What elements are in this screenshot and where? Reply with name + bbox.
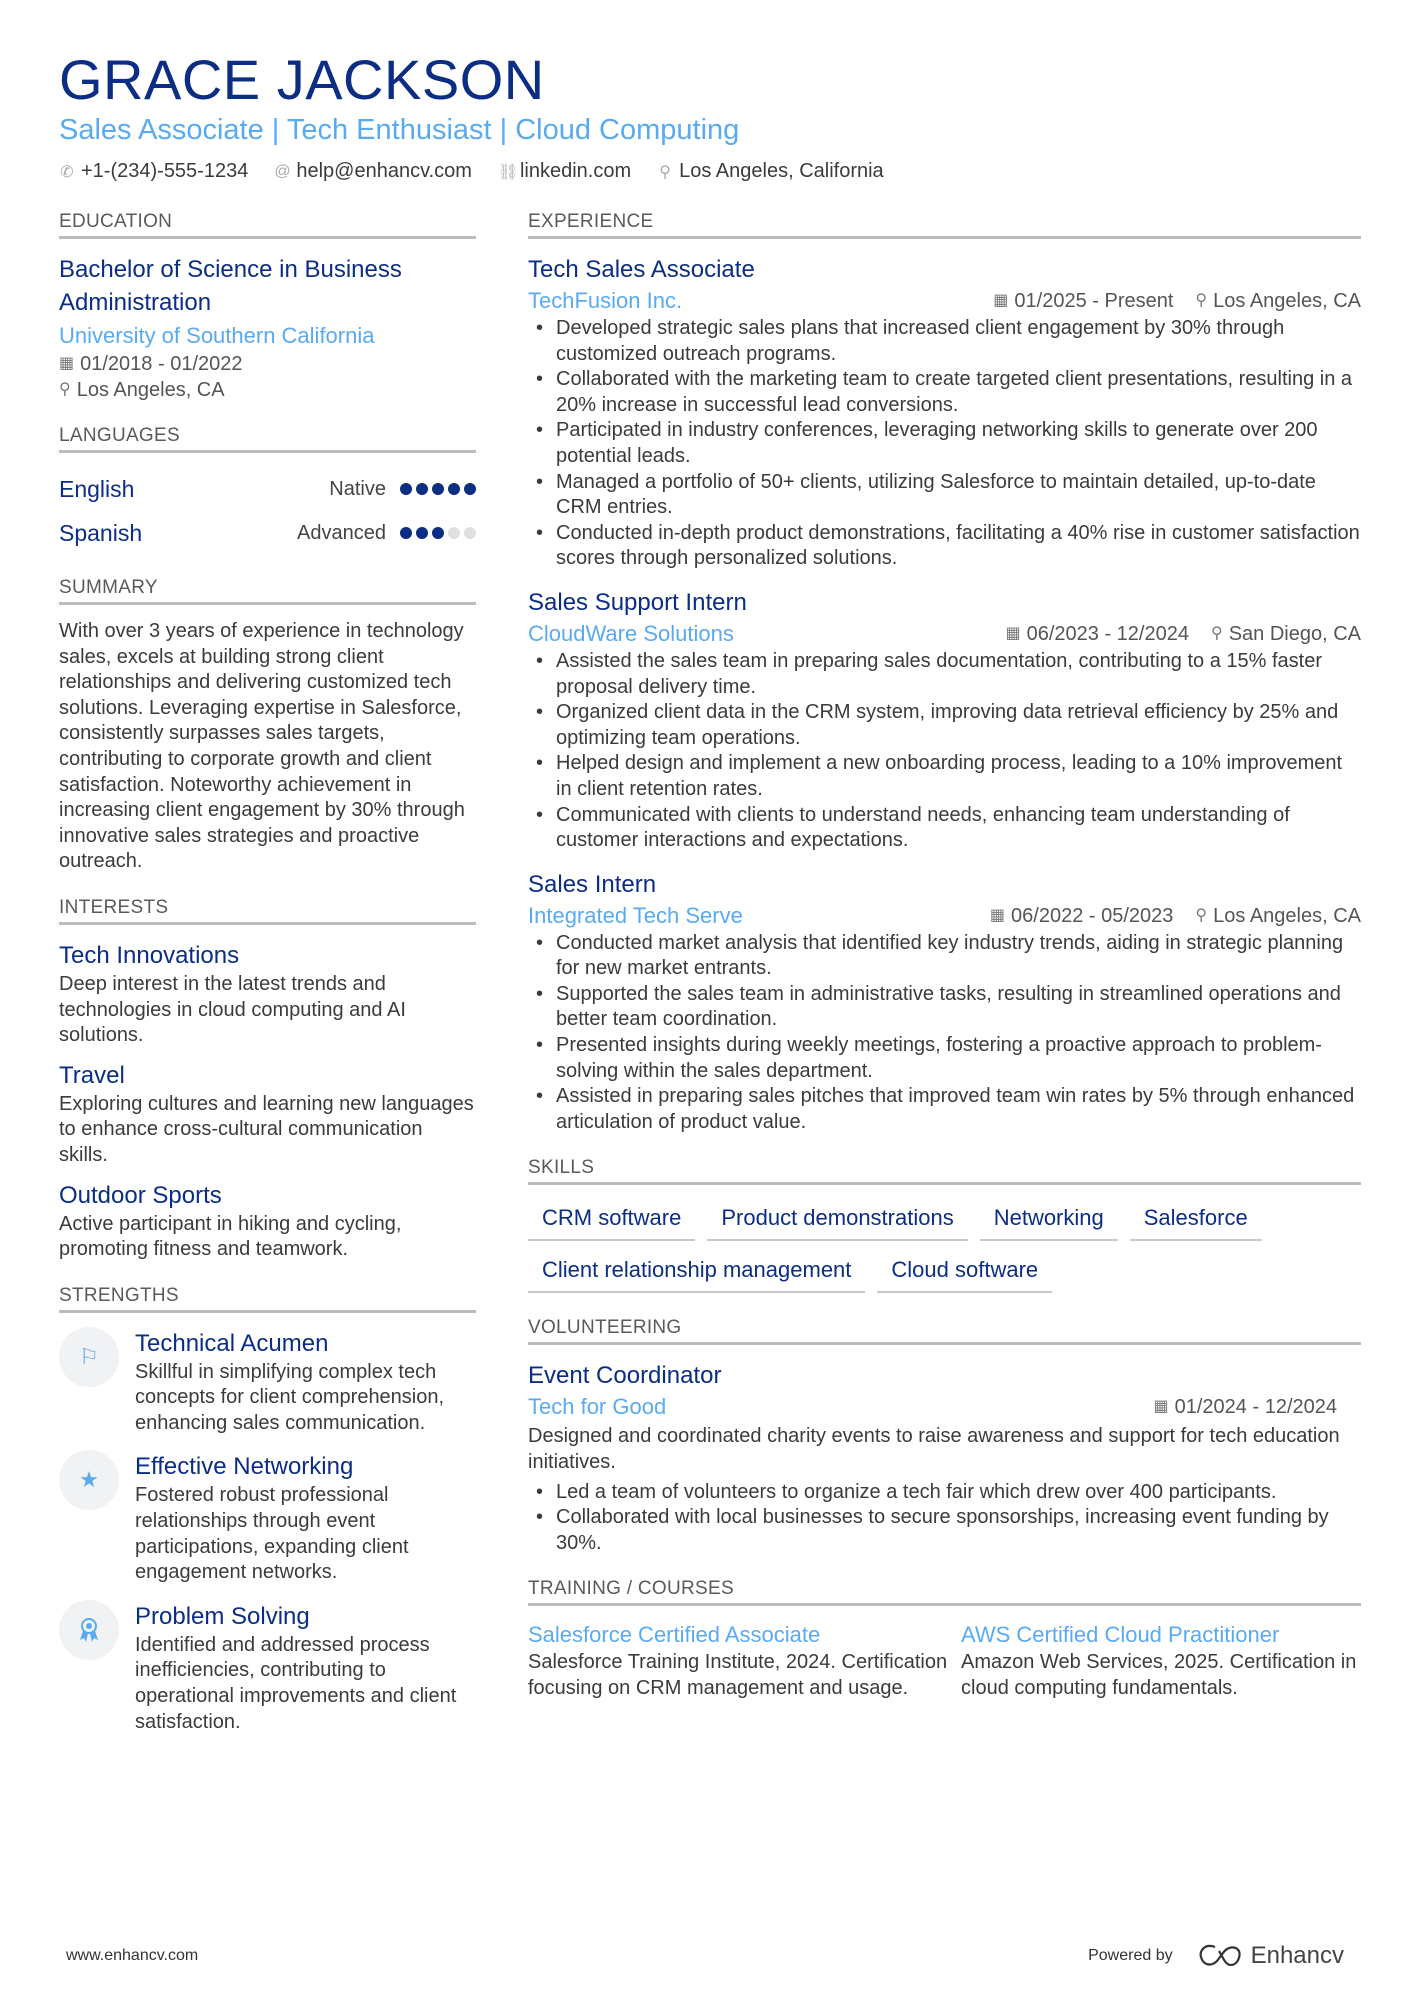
job-location: San Diego, CA: [1228, 622, 1361, 645]
link-icon: ⛓: [497, 163, 519, 181]
skill-tag: Product demonstrations: [707, 1199, 967, 1241]
course-list: [528, 1620, 1361, 1701]
star-icon: ★: [59, 1450, 119, 1510]
education-location-text: Los Angeles, CA: [76, 379, 225, 401]
volunteer-dates: 01/2024 - 12/2024: [1174, 1396, 1337, 1419]
strengths-section: [59, 1285, 476, 1736]
interest-title: Travel: [59, 1061, 125, 1089]
job-location: Los Angeles, CA: [1213, 290, 1361, 312]
bullet: • Supported the sales team in administrative tasks, resulting in streamlined operations and better team coordination.: [528, 982, 1361, 1033]
rating-dot-filled: [432, 527, 444, 539]
language-rating-dots: [400, 527, 476, 539]
calendar-icon: ▦: [989, 906, 1006, 924]
calendar-icon: ▦: [1005, 624, 1021, 642]
location-pin-icon: ⚲: [1195, 292, 1208, 309]
interests-section: [59, 897, 476, 1263]
powered-by: [1088, 1942, 1344, 1970]
course-title: Salesforce Certified Associate: [528, 1622, 821, 1648]
strength-item: [59, 1600, 476, 1735]
strength-title: Technical Acumen: [135, 1329, 329, 1357]
experience-section: [528, 211, 1361, 1135]
volunteering-section: [528, 1317, 1361, 1556]
contact-bar: [59, 160, 1361, 183]
volunteer-role: Event Coordinator: [528, 1362, 722, 1390]
skill-tag: Client relationship management: [528, 1251, 865, 1293]
job-bullets: [528, 316, 1361, 572]
rating-dot-filled: [416, 483, 428, 495]
contact-phone[interactable]: [59, 160, 248, 183]
language-row: [59, 511, 476, 555]
job-bullets: [528, 931, 1361, 1136]
language-level: Advanced: [297, 521, 386, 544]
skills-list: [528, 1199, 1361, 1293]
bullet: • Assisted the sales team in preparing sales documentation, contributing to a 15% faster proposal delivery time.: [528, 649, 1361, 700]
rating-dot-filled: [448, 483, 460, 495]
education-dates-text: 01/2018 - 01/2022: [80, 353, 243, 375]
right-column: [528, 211, 1361, 1757]
job-entry: [528, 586, 1361, 854]
phone-icon: ✆: [60, 163, 74, 181]
bullet: • Helped design and implement a new onboarding process, leading to a 10% improvement in client retention rates.: [528, 751, 1361, 802]
rating-dot-empty: [448, 527, 460, 539]
calendar-icon: ▦: [59, 355, 75, 372]
volunteering-heading: VOLUNTEERING: [528, 1317, 1361, 1345]
languages-section: [59, 425, 476, 555]
contact-linkedin[interactable]: [498, 160, 631, 183]
location-pin-icon: ⚲: [1210, 624, 1223, 642]
bullet: • Collaborated with the marketing team to create targeted client presentations, resulting in a 20% increase in successful lead conversions.: [528, 367, 1361, 418]
language-row: [59, 467, 476, 511]
strength-text: Fostered robust professional relationships through event participations, expanding client engagement networks.: [135, 1484, 409, 1584]
training-heading: TRAINING / COURSES: [528, 1578, 1361, 1606]
bullet: • Assisted in preparing sales pitches that improved team win rates by 5% through enhanced articulation of product value.: [528, 1084, 1361, 1135]
location-pin-icon: ⚲: [1195, 906, 1208, 924]
interest-item: [59, 1059, 476, 1169]
job-entry: [528, 253, 1361, 572]
skills-section: [528, 1157, 1361, 1293]
language-name: English: [59, 475, 135, 502]
job-dates: 06/2022 - 05/2023: [1011, 904, 1174, 927]
language-level: Native: [329, 477, 386, 500]
job-company: TechFusion Inc.: [528, 288, 683, 313]
rating-dot-filled: [400, 527, 412, 539]
strength-text: Skillful in simplifying complex tech concepts for client comprehension, enhancing sales communication.: [135, 1360, 445, 1434]
resume-page: [59, 48, 1361, 1757]
languages-heading: LANGUAGES: [59, 425, 476, 453]
enhancv-logo-icon: [1197, 1943, 1243, 1969]
interest-text: Exploring cultures and learning new languages to enhance cross-cultural communication skills.: [59, 1092, 474, 1166]
enhancv-logo[interactable]: [1197, 1942, 1344, 1970]
language-name: Spanish: [59, 519, 143, 546]
skill-tag: Cloud software: [877, 1251, 1052, 1293]
bullet: • Organized client data in the CRM system, improving data retrieval efficiency by 25% and optimizing team operations.: [528, 700, 1361, 751]
candidate-name: GRACE JACKSON: [59, 48, 545, 111]
job-bullets: [528, 649, 1361, 854]
strengths-heading: STRENGTHS: [59, 1285, 476, 1313]
summary-text: With over 3 years of experience in technology sales, excels at building strong client relationships and delivering customized tech solutions. Leveraging expertise in Salesforce, consistently surpasses sales targets, contributing to corporate growth and client satisfaction. Noteworthy achievement in increasing client engagement by 30% through innovative sales strategies and proactive outreach.: [59, 620, 465, 873]
at-icon: @: [274, 162, 291, 180]
interest-title: Tech Innovations: [59, 941, 240, 969]
summary-heading: SUMMARY: [59, 577, 476, 605]
location-text: Los Angeles, California: [679, 160, 884, 182]
course-text: Amazon Web Services, 2025. Certification in cloud computing fundamentals.: [961, 1651, 1357, 1699]
bullet: • Collaborated with local businesses to secure sponsorships, increasing event funding by 30%.: [528, 1505, 1361, 1556]
rating-dot-filled: [432, 483, 444, 495]
course-title: AWS Certified Cloud Practitioner: [961, 1622, 1280, 1648]
job-location: Los Angeles, CA: [1213, 904, 1361, 927]
strength-title: Effective Networking: [135, 1453, 354, 1481]
skill-tag: CRM software: [528, 1199, 695, 1241]
contact-location: [657, 160, 884, 183]
rating-dot-empty: [464, 527, 476, 539]
course-text: Salesforce Training Institute, 2024. Certification focusing on CRM management and usage.: [528, 1651, 948, 1699]
bullet: • Led a team of volunteers to organize a tech fair which drew over 400 participants.: [528, 1480, 1361, 1506]
experience-heading: EXPERIENCE: [528, 211, 1361, 239]
interest-text: Deep interest in the latest trends and technologies in cloud computing and AI solutions.: [59, 972, 406, 1047]
calendar-icon: ▦: [993, 292, 1009, 309]
rating-dot-filled: [416, 527, 428, 539]
job-role: Tech Sales Associate: [528, 256, 755, 283]
job-company: Integrated Tech Serve: [528, 902, 743, 928]
language-rating-dots: [400, 483, 476, 495]
interest-item: [59, 939, 476, 1049]
rating-dot-filled: [464, 483, 476, 495]
strength-title: Problem Solving: [135, 1602, 310, 1630]
contact-email[interactable]: [274, 160, 472, 183]
interest-text: Active participant in hiking and cycling, promoting fitness and teamwork.: [59, 1212, 402, 1261]
bullet: • Presented insights during weekly meetings, fostering a proactive approach to problem-solving within the sales department.: [528, 1033, 1361, 1084]
skills-heading: SKILLS: [528, 1157, 1361, 1185]
job-role: Sales Support Intern: [528, 588, 747, 616]
strength-item: [59, 1327, 476, 1437]
education-location: [59, 377, 476, 403]
degree: Bachelor of Science in Business Administration: [59, 256, 402, 316]
bullet: • Conducted market analysis that identified key industry trends, aiding in strategic planning for new market entrants.: [528, 931, 1361, 982]
bullet: • Developed strategic sales plans that increased client engagement by 30% through customized outreach programs.: [528, 316, 1361, 367]
job-dates: 06/2023 - 12/2024: [1026, 622, 1189, 645]
bullet: • Participated in industry conferences, leveraging networking skills to generate over 200 potential leads.: [528, 418, 1361, 469]
course-item: [528, 1620, 961, 1701]
skill-tag: Salesforce: [1130, 1199, 1262, 1241]
volunteer-org: Tech for Good: [528, 1394, 667, 1420]
enhancv-brand-name: Enhancv: [1250, 1942, 1344, 1969]
calendar-icon: ▦: [1153, 1398, 1169, 1416]
job-entry: [528, 868, 1361, 1136]
footer: [66, 1942, 1344, 1970]
bullet: • Managed a portfolio of 50+ clients, utilizing Salesforce to maintain detailed, up-to-date CRM entries.: [528, 470, 1361, 521]
volunteer-bullets: [528, 1480, 1361, 1557]
powered-by-label: Powered by: [1088, 1947, 1173, 1964]
award-icon: [59, 1600, 119, 1660]
rating-dot-filled: [400, 483, 412, 495]
strength-text: Identified and addressed process inefficiencies, contributing to operational improvements and client satisfaction.: [135, 1633, 457, 1733]
school: University of Southern California: [59, 323, 375, 348]
phone-text: +1-(234)-555-1234: [81, 160, 249, 182]
interests-heading: INTERESTS: [59, 897, 476, 925]
education-dates: [59, 351, 476, 377]
summary-section: [59, 577, 476, 875]
job-company: CloudWare Solutions: [528, 620, 734, 646]
location-pin-icon: ⚲: [59, 381, 71, 398]
volunteer-description: Designed and coordinated charity events to raise awareness and support for tech education initiatives.: [528, 1425, 1340, 1474]
course-item: [961, 1620, 1361, 1701]
email-text: help@enhancv.com: [296, 160, 472, 182]
bullet: • Conducted in-depth product demonstrations, facilitating a 40% rise in customer satisfaction scores through personalized solutions.: [528, 521, 1361, 572]
linkedin-text: linkedin.com: [519, 160, 632, 182]
headline: Sales Associate | Tech Enthusiast | Cloud Computing: [59, 114, 740, 146]
flag-icon: ⚐: [59, 1327, 119, 1387]
interest-item: [59, 1179, 476, 1263]
training-section: [528, 1578, 1361, 1701]
interest-title: Outdoor Sports: [59, 1181, 222, 1209]
two-column-body: [59, 211, 1361, 1757]
education-heading: EDUCATION: [59, 211, 476, 239]
footer-website-link[interactable]: www.enhancv.com: [66, 1947, 199, 1964]
job-dates: 01/2025 - Present: [1014, 290, 1174, 312]
location-icon: ⚲: [659, 163, 671, 181]
bullet: • Communicated with clients to understand needs, enhancing team understanding of customer interactions and expectations.: [528, 803, 1361, 854]
job-role: Sales Intern: [528, 870, 657, 898]
left-column: [59, 211, 476, 1757]
skill-tag: Networking: [980, 1199, 1118, 1241]
education-section: [59, 211, 476, 403]
strength-item: [59, 1450, 476, 1585]
